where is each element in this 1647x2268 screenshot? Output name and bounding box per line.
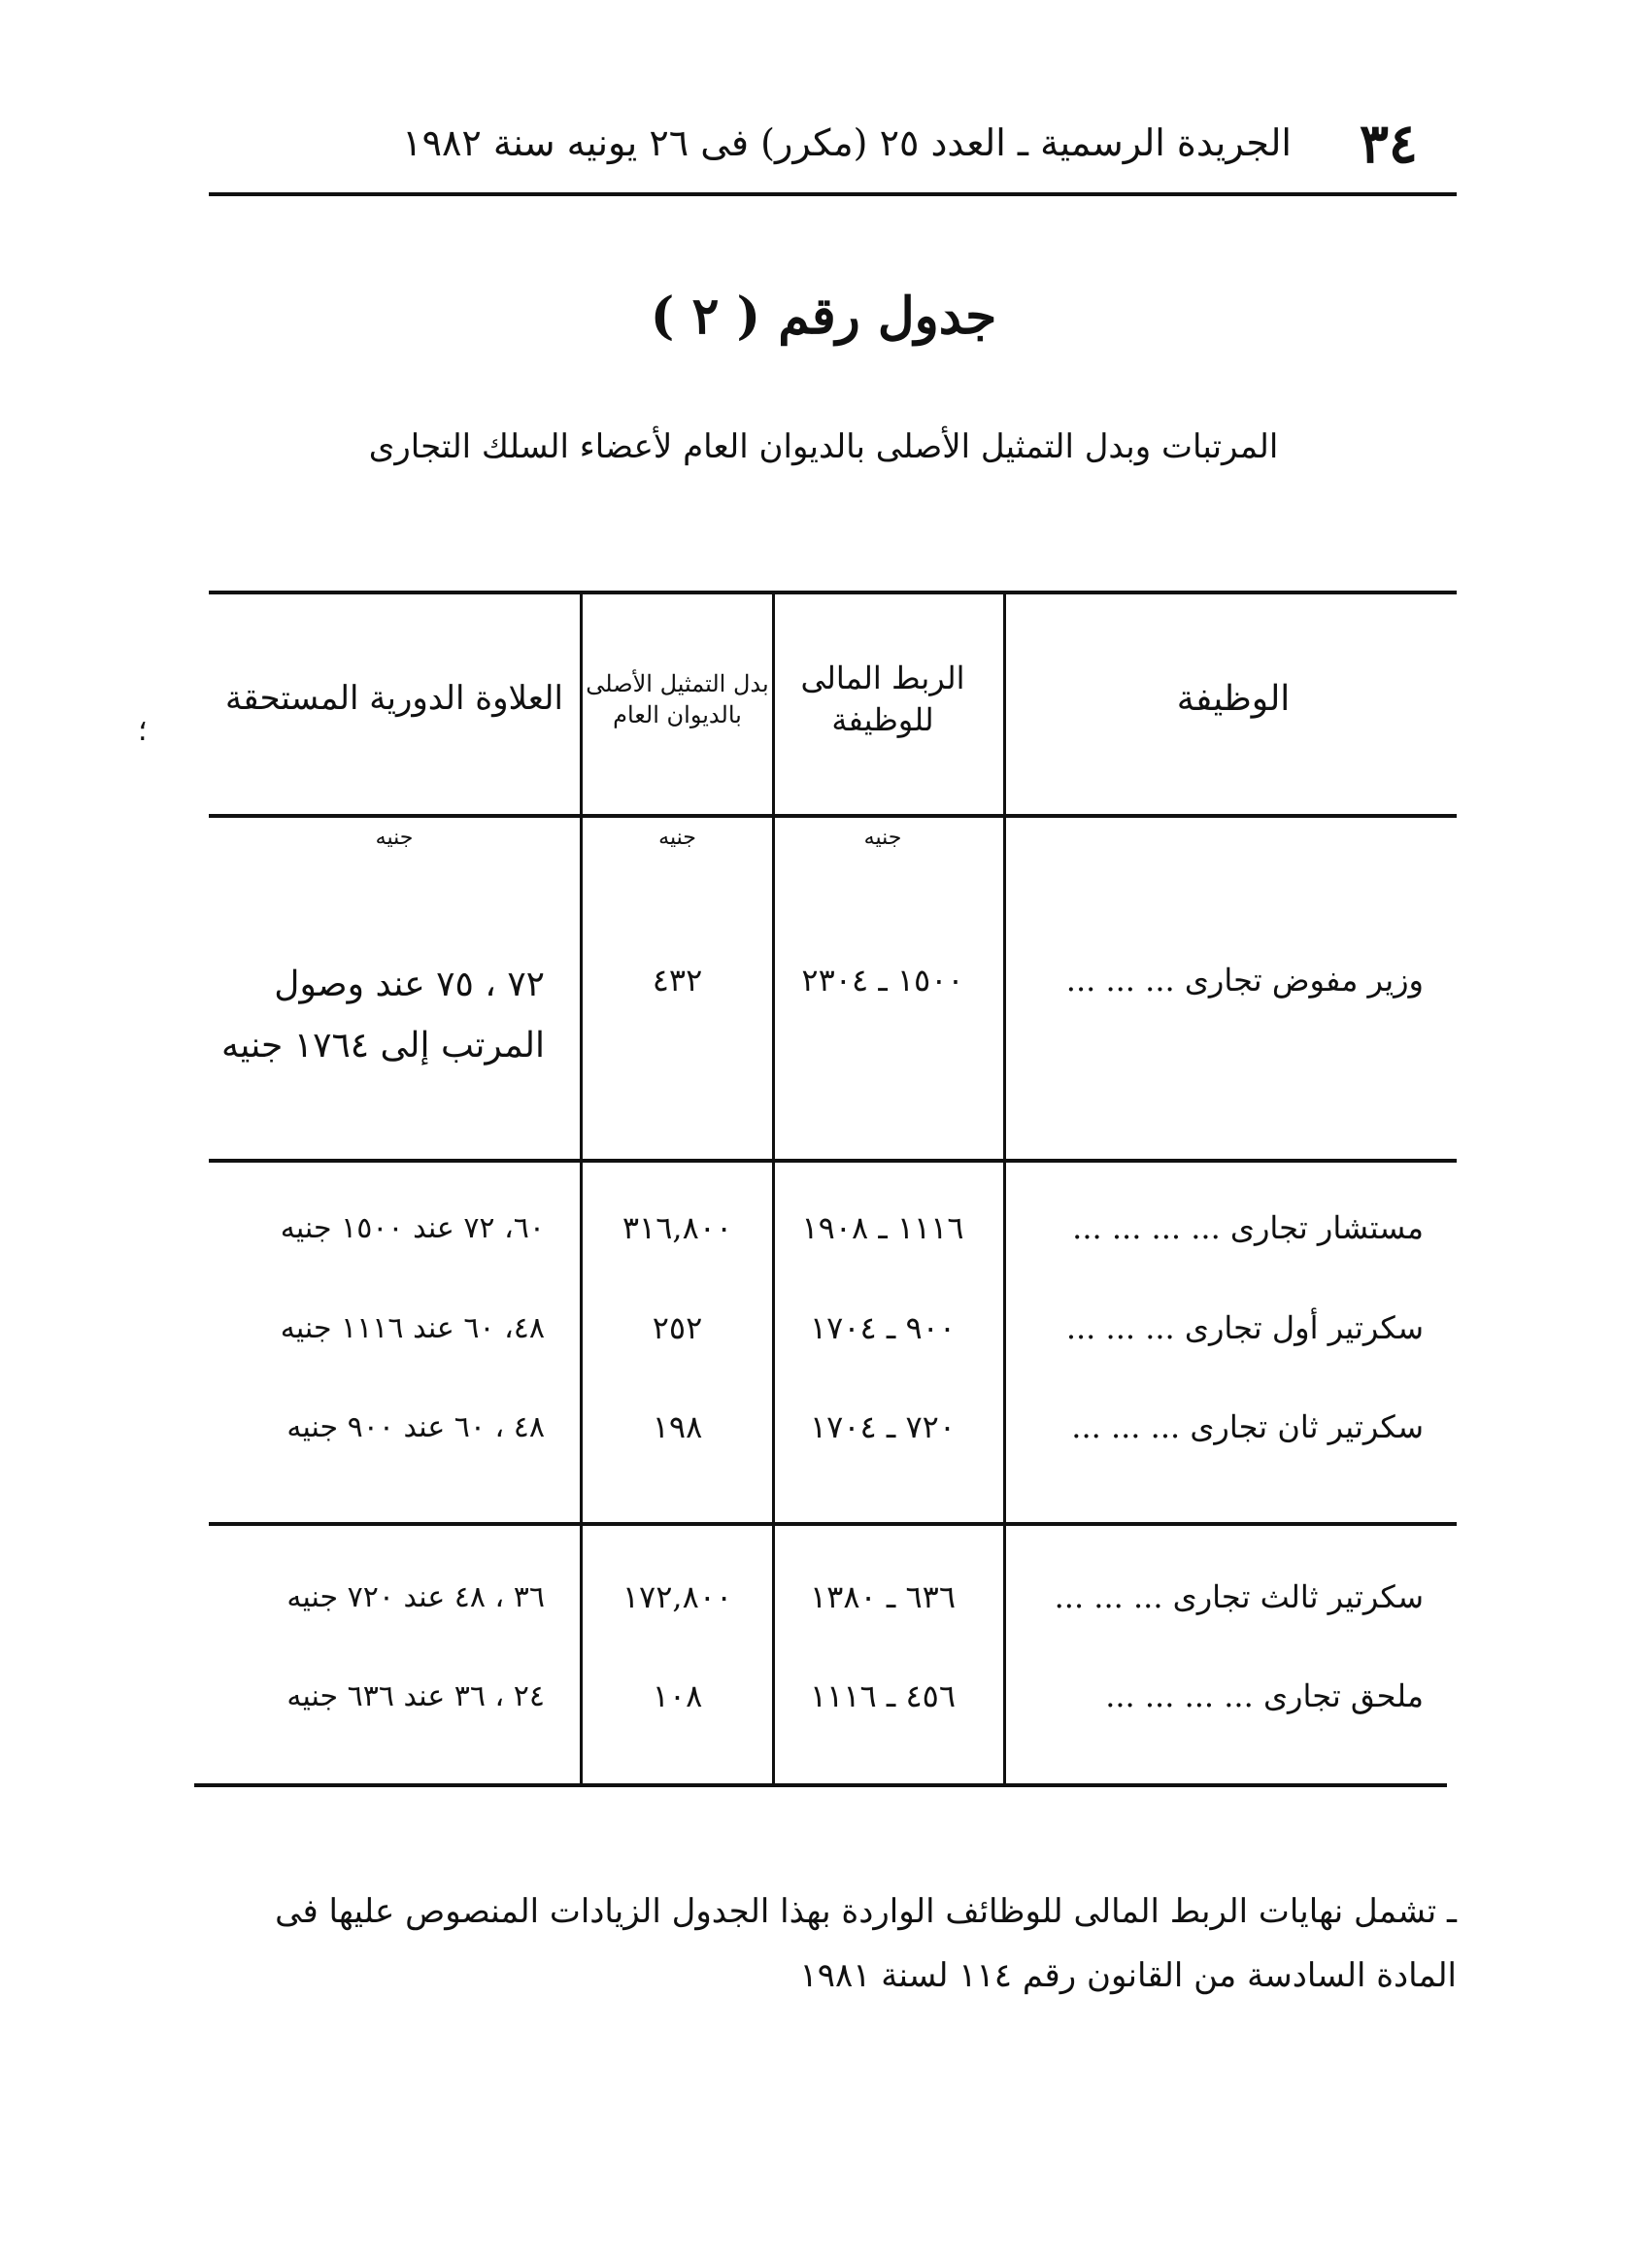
column-header-periodic-raise: العلاوة الدورية المستحقة xyxy=(225,679,563,719)
row-3-salary: ٩٠٠ ـ ١٧٠٤ xyxy=(809,1309,957,1346)
row-4-salary: ٧٢٠ ـ ١٧٠٤ xyxy=(809,1408,957,1445)
table-group-rule-2 xyxy=(209,1522,1457,1526)
row-1-job: وزير مفوض تجارى ... ... ... xyxy=(1065,962,1424,999)
table-top-rule xyxy=(209,591,1457,594)
table-bottom-rule xyxy=(194,1783,1447,1787)
row-6-salary: ٤٥٦ ـ ١١١٦ xyxy=(809,1677,957,1714)
row-2-salary: ١١١٦ ـ ١٩٠٨ xyxy=(801,1209,964,1246)
row-6-allowance: ١٠٨ xyxy=(652,1677,703,1714)
margin-mark: ؛ xyxy=(138,714,148,748)
table-header-rule xyxy=(209,814,1457,818)
gazette-header-title: الجريدة الرسمية ـ العدد ٢٥ (مكرر) فى ٢٦ يونيه سنة ١٩٨٢ xyxy=(402,121,1292,164)
row-1-allowance: ٤٣٢ xyxy=(652,962,703,999)
row-5-raise: ٣٦ ، ٤٨ عند ٧٢٠ جنيه xyxy=(286,1580,545,1614)
unit-allowance: جنيه xyxy=(658,826,696,850)
row-1-salary: ١٥٠٠ ـ ٢٣٠٤ xyxy=(801,962,964,999)
row-4-job: سكرتير ثان تجارى ... ... ... xyxy=(1071,1408,1424,1445)
header-divider xyxy=(209,192,1457,196)
page-header xyxy=(209,102,1457,180)
column-header-job: الوظيفة xyxy=(1176,678,1291,719)
page-number: ٣٤ xyxy=(1359,112,1418,176)
table-subtitle: المرتبات وبدل التمثيل الأصلى بالديوان العام لأعضاء السلك التجارى xyxy=(368,427,1279,466)
row-6-raise: ٢٤ ، ٣٦ عند ٦٣٦ جنيه xyxy=(286,1679,545,1713)
unit-raise: جنيه xyxy=(375,826,414,850)
row-4-raise: ٤٨ ، ٦٠ عند ٩٠٠ جنيه xyxy=(286,1410,545,1444)
row-3-raise: ٤٨، ٦٠ عند ١١١٦ جنيه xyxy=(280,1311,545,1345)
row-5-salary: ٦٣٦ ـ ١٣٨٠ xyxy=(809,1578,957,1615)
row-3-job: سكرتير أول تجارى ... ... ... xyxy=(1065,1309,1424,1346)
row-5-allowance: ١٧٢,٨٠٠ xyxy=(622,1578,733,1615)
row-3-allowance: ٢٥٢ xyxy=(652,1309,703,1346)
row-2-allowance: ٣١٦,٨٠٠ xyxy=(622,1209,733,1246)
column-header-representation-allowance: بدل التمثيل الأصلى بالديوان العام xyxy=(586,669,769,728)
table-title: جدول رقم ( ٢ ) xyxy=(650,287,997,346)
column-header-salary-range: الربط المالى للوظيفة xyxy=(800,659,965,738)
column-divider-job xyxy=(1003,591,1006,1783)
table-footnote: ـ تشمل نهايات الربط المالى للوظائف الواردة بهذا الجدول الزيادات المنصوص عليها فى المادة السادسة من القانون رقم ١١٤ لسنة ١٩٨١ xyxy=(275,1892,1457,1996)
row-2-job: مستشار تجارى ... ... ... ... xyxy=(1072,1209,1424,1246)
row-6-job: ملحق تجارى ... ... ... ... xyxy=(1105,1677,1424,1714)
table-group-rule-1 xyxy=(209,1159,1457,1163)
row-2-raise: ٦٠، ٧٢ عند ١٥٠٠ جنيه xyxy=(280,1211,545,1245)
unit-salary: جنيه xyxy=(863,826,902,850)
row-1-raise: ٧٢ ، ٧٥ عند وصول المرتب إلى ١٧٦٤ جنيه xyxy=(221,965,545,1066)
row-4-allowance: ١٩٨ xyxy=(652,1408,703,1445)
row-5-job: سكرتير ثالث تجارى ... ... ... xyxy=(1054,1578,1424,1615)
